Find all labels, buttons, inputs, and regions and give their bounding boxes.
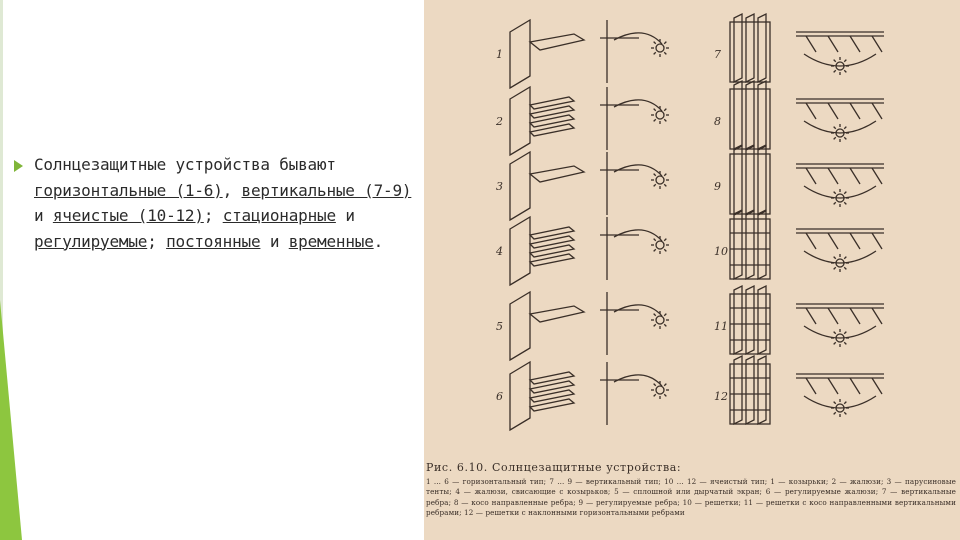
sun-icon-ray (834, 332, 836, 334)
sun-icon-ray (654, 239, 656, 241)
figure-label-8: 8 (714, 115, 721, 128)
fin-12 (758, 356, 766, 424)
louver-6 (530, 372, 574, 384)
plan-fin (828, 103, 838, 119)
slide-body-text (34, 152, 426, 254)
sun-icon-ray (844, 137, 846, 139)
sun-icon-ray (654, 109, 656, 111)
plan-fin (828, 233, 838, 249)
sun-icon-ray (664, 249, 666, 251)
sun-icon-ray (654, 249, 656, 251)
term-1: горизонтальные (1-6) (34, 180, 223, 200)
term-13: временные (288, 231, 374, 251)
fin-11 (758, 286, 766, 354)
sun-icon-ray (844, 412, 846, 414)
sun-icon-ray (654, 384, 656, 386)
plan-fin (806, 308, 816, 324)
figure-label-10: 10 (714, 245, 728, 258)
fin-10 (758, 211, 766, 279)
louver-4 (530, 227, 574, 239)
sun-icon-ray (654, 184, 656, 186)
figure-label-9: 9 (714, 180, 721, 193)
text-10: ; (147, 231, 167, 251)
fin-7 (746, 14, 754, 82)
sun-icon-ray (664, 42, 666, 44)
plan-fin (850, 233, 860, 249)
plan-fin (872, 233, 882, 249)
louver-2 (530, 124, 574, 136)
sun-icon (656, 44, 664, 52)
sun-icon-ray (844, 267, 846, 269)
term-7: стационарные (222, 206, 336, 225)
plan-fin (828, 168, 838, 184)
term-9: регулируемые (34, 231, 148, 251)
term-5: ячеистые (10-12) (52, 206, 204, 225)
figure-label-5: 5 (496, 320, 503, 333)
sun-icon (656, 316, 664, 324)
sun-icon-ray (834, 192, 836, 194)
sun-icon-ray (834, 137, 836, 139)
sun-icon-ray (664, 119, 666, 121)
louver-4 (530, 245, 574, 257)
fin-7 (758, 14, 766, 82)
sun-icon-ray (834, 70, 836, 72)
figure-label-11: 11 (714, 320, 728, 333)
fin-8 (746, 81, 754, 149)
sun-icon-ray (834, 127, 836, 129)
canopy-3 (530, 166, 584, 182)
sun-icon (656, 241, 664, 249)
text-14: . (373, 231, 384, 251)
louver-4 (530, 236, 574, 248)
sun-icon-ray (834, 267, 836, 269)
sun-icon-ray (844, 127, 846, 129)
sun-icon-ray (844, 192, 846, 194)
sun-icon-ray (664, 109, 666, 111)
text-12: и (260, 231, 289, 251)
sun-icon-ray (654, 174, 656, 176)
fin-9 (758, 146, 766, 214)
sun-icon-ray (834, 342, 836, 344)
sun-icon-ray (664, 314, 666, 316)
louver-2 (530, 115, 574, 127)
plan-fin (806, 103, 816, 119)
plan-fin (850, 168, 860, 184)
sun-icon-ray (664, 384, 666, 386)
plan-fin (872, 378, 882, 394)
sun-icon-ray (834, 60, 836, 62)
figure-label-7: 7 (714, 48, 721, 61)
fin-9 (734, 146, 742, 214)
plan-fin (872, 103, 882, 119)
sun-icon-ray (844, 257, 846, 259)
wall-edge (510, 348, 530, 360)
fin-12 (746, 356, 754, 424)
sun-icon-ray (654, 42, 656, 44)
fin-8 (734, 81, 742, 149)
sun-icon-ray (664, 394, 666, 396)
figure-label-2: 2 (496, 115, 503, 128)
sun-icon-ray (664, 184, 666, 186)
fin-8 (758, 81, 766, 149)
plan-fin (806, 168, 816, 184)
sun-icon-ray (664, 239, 666, 241)
sun-icon-ray (834, 402, 836, 404)
sun-icon-ray (654, 119, 656, 121)
caption-body: 1 ... 6 — горизонтальный тип; 7 ... 9 — вертикальный тип; 10 ... 12 — ячеистый тип; 1 — козырьки; 2 — жалюзи; 3 — парусиновые тенты; 4 — жалюзи, свисающие с козырьков; 5 — сплошной или дырчатый экран; 6 — регулируемые жалюзи; 7 — вертикальные ребра; 8 — косо направленные ребра; 9 — регулируемые ребра; 10 — решетки; 11 — решетки с косо направленными вертикальными ребрами; 12 — решетки с наклонными горизонтальными ребрами (426, 477, 956, 518)
sun-icon (656, 386, 664, 394)
plan-fin (806, 378, 816, 394)
sun-icon-ray (844, 70, 846, 72)
plan-fin (872, 168, 882, 184)
facade-9 (730, 154, 770, 214)
plan-fin (850, 378, 860, 394)
sun-protection-figure (424, 0, 960, 540)
louver-6 (530, 381, 574, 393)
fin-11 (734, 286, 742, 354)
fin-11 (746, 286, 754, 354)
plan-fin (850, 308, 860, 324)
figure-label-12: 12 (714, 390, 728, 403)
plan-fin (872, 308, 882, 324)
figure-drawing (424, 0, 960, 460)
sun-icon-ray (664, 324, 666, 326)
figure-label-6: 6 (496, 390, 503, 403)
louver-2 (530, 106, 574, 118)
sun-icon-ray (654, 394, 656, 396)
wall-edge (510, 418, 530, 430)
fin-10 (746, 211, 754, 279)
sun-icon-ray (664, 174, 666, 176)
fin-9 (746, 146, 754, 214)
sun-icon-ray (654, 314, 656, 316)
fin-12 (734, 356, 742, 424)
term-11: постоянные (166, 231, 261, 251)
sun-icon (656, 176, 664, 184)
plan-fin (828, 308, 838, 324)
sun-icon-ray (844, 342, 846, 344)
plan-fin (828, 378, 838, 394)
wall-edge (510, 273, 530, 285)
text-4: и (34, 206, 53, 225)
louver-2 (530, 97, 574, 109)
term-3: вертикальные (7-9) (241, 180, 412, 200)
figure-label-4: 4 (496, 245, 503, 258)
sun-icon-ray (664, 52, 666, 54)
caption-title: Рис. 6.10. Солнцезащитные устройства: (426, 461, 682, 474)
text-8: и (335, 206, 355, 225)
sun-icon (656, 111, 664, 119)
figure-label-3: 3 (496, 180, 503, 193)
sun-icon-ray (844, 202, 846, 204)
fin-7 (734, 14, 742, 82)
left-accent-triangle (0, 300, 22, 540)
fin-10 (734, 211, 742, 279)
plan-fin (806, 36, 816, 52)
plan-fin (806, 233, 816, 249)
text-6: ; (203, 206, 223, 225)
plan-fin (850, 36, 860, 52)
text-0: Солнцезащитные устройства бывают (34, 155, 336, 174)
louver-6 (530, 399, 574, 411)
plan-fin (828, 36, 838, 52)
sun-icon-ray (844, 60, 846, 62)
figure-caption (426, 461, 956, 519)
text-2: , (222, 180, 242, 200)
plan-fin (872, 36, 882, 52)
sun-icon-ray (654, 52, 656, 54)
sun-icon-ray (834, 202, 836, 204)
plan-fin (850, 103, 860, 119)
sun-icon-ray (844, 402, 846, 404)
louver-6 (530, 390, 574, 402)
canopy-5 (530, 306, 584, 322)
facade-7 (730, 22, 770, 82)
sun-icon-ray (844, 332, 846, 334)
sun-icon-ray (834, 412, 836, 414)
sun-icon-ray (834, 257, 836, 259)
figure-label-1: 1 (496, 48, 503, 61)
louver-4 (530, 254, 574, 266)
triangle-bullet-icon (14, 160, 23, 172)
sun-icon-ray (654, 324, 656, 326)
facade-8 (730, 89, 770, 149)
wall-edge (510, 76, 530, 88)
canopy-1 (530, 34, 584, 50)
